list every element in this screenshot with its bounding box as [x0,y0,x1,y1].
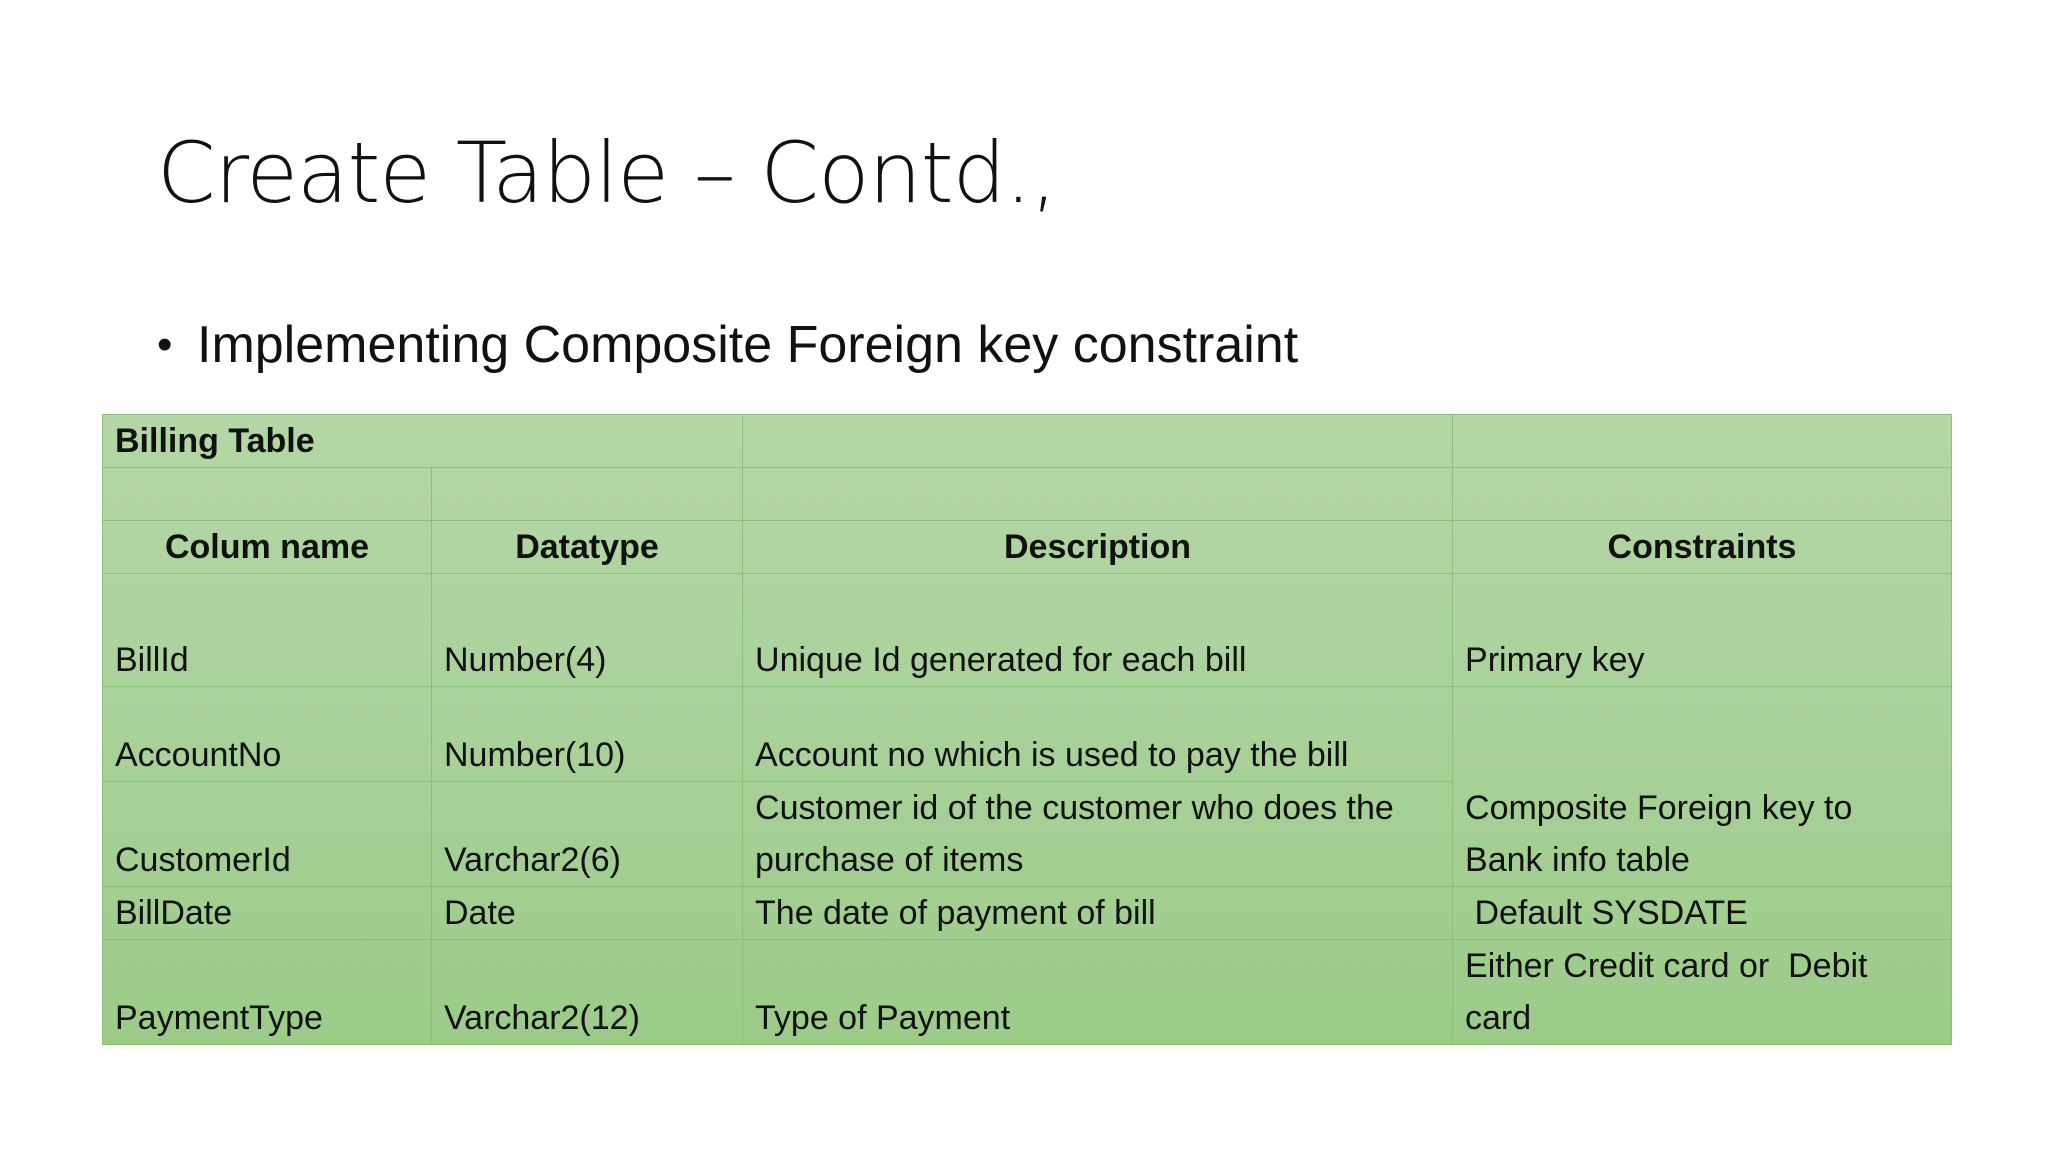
description-cell: Type of Payment [743,940,1453,1045]
description-cell: Account no which is used to pay the bill [743,687,1453,782]
column-name-cell: PaymentType [103,940,432,1045]
description-cell: Customer id of the customer who does the purchase of items [743,782,1453,887]
table-cell [103,468,432,521]
column-name-cell: CustomerId [103,782,432,887]
table-header-row [103,521,1952,574]
column-name-cell: BillId [103,574,432,687]
bullet-item [157,310,1298,380]
table-row [103,574,1952,687]
table-caption: Billing Table [103,415,743,468]
table-caption-row [103,415,1952,468]
constraint-cell: Either Credit card or Debit card [1453,940,1952,1045]
constraint-cell: Primary key [1453,574,1952,687]
table-cell [1453,468,1952,521]
description-cell: Unique Id generated for each bill [743,574,1453,687]
column-header: Constraints [1453,521,1952,574]
slide-title: Create Table – Contd., [157,124,1057,222]
column-header: Description [743,521,1453,574]
column-name-cell: AccountNo [103,687,432,782]
datatype-cell: Varchar2(6) [432,782,743,887]
billing-table [102,414,1952,1045]
datatype-cell: Date [432,887,743,940]
table-row [103,887,1952,940]
constraint-cell: Default SYSDATE [1453,887,1952,940]
bullet-text: Implementing Composite Foreign key constraint [197,316,1299,374]
constraint-cell-merged: Composite Foreign key to Bank info table [1453,687,1952,887]
table-row [103,940,1952,1045]
table-cell [1453,415,1952,468]
table-cell [432,468,743,521]
datatype-cell: Number(10) [432,687,743,782]
description-cell: The date of payment of bill [743,887,1453,940]
table-row [103,687,1952,782]
table-cell [743,415,1453,468]
table-blank-row [103,468,1952,521]
column-header: Colum name [103,521,432,574]
column-header: Datatype [432,521,743,574]
datatype-cell: Varchar2(12) [432,940,743,1045]
datatype-cell: Number(4) [432,574,743,687]
bullet-icon: • [157,320,173,369]
table-cell [743,468,1453,521]
column-name-cell: BillDate [103,887,432,940]
